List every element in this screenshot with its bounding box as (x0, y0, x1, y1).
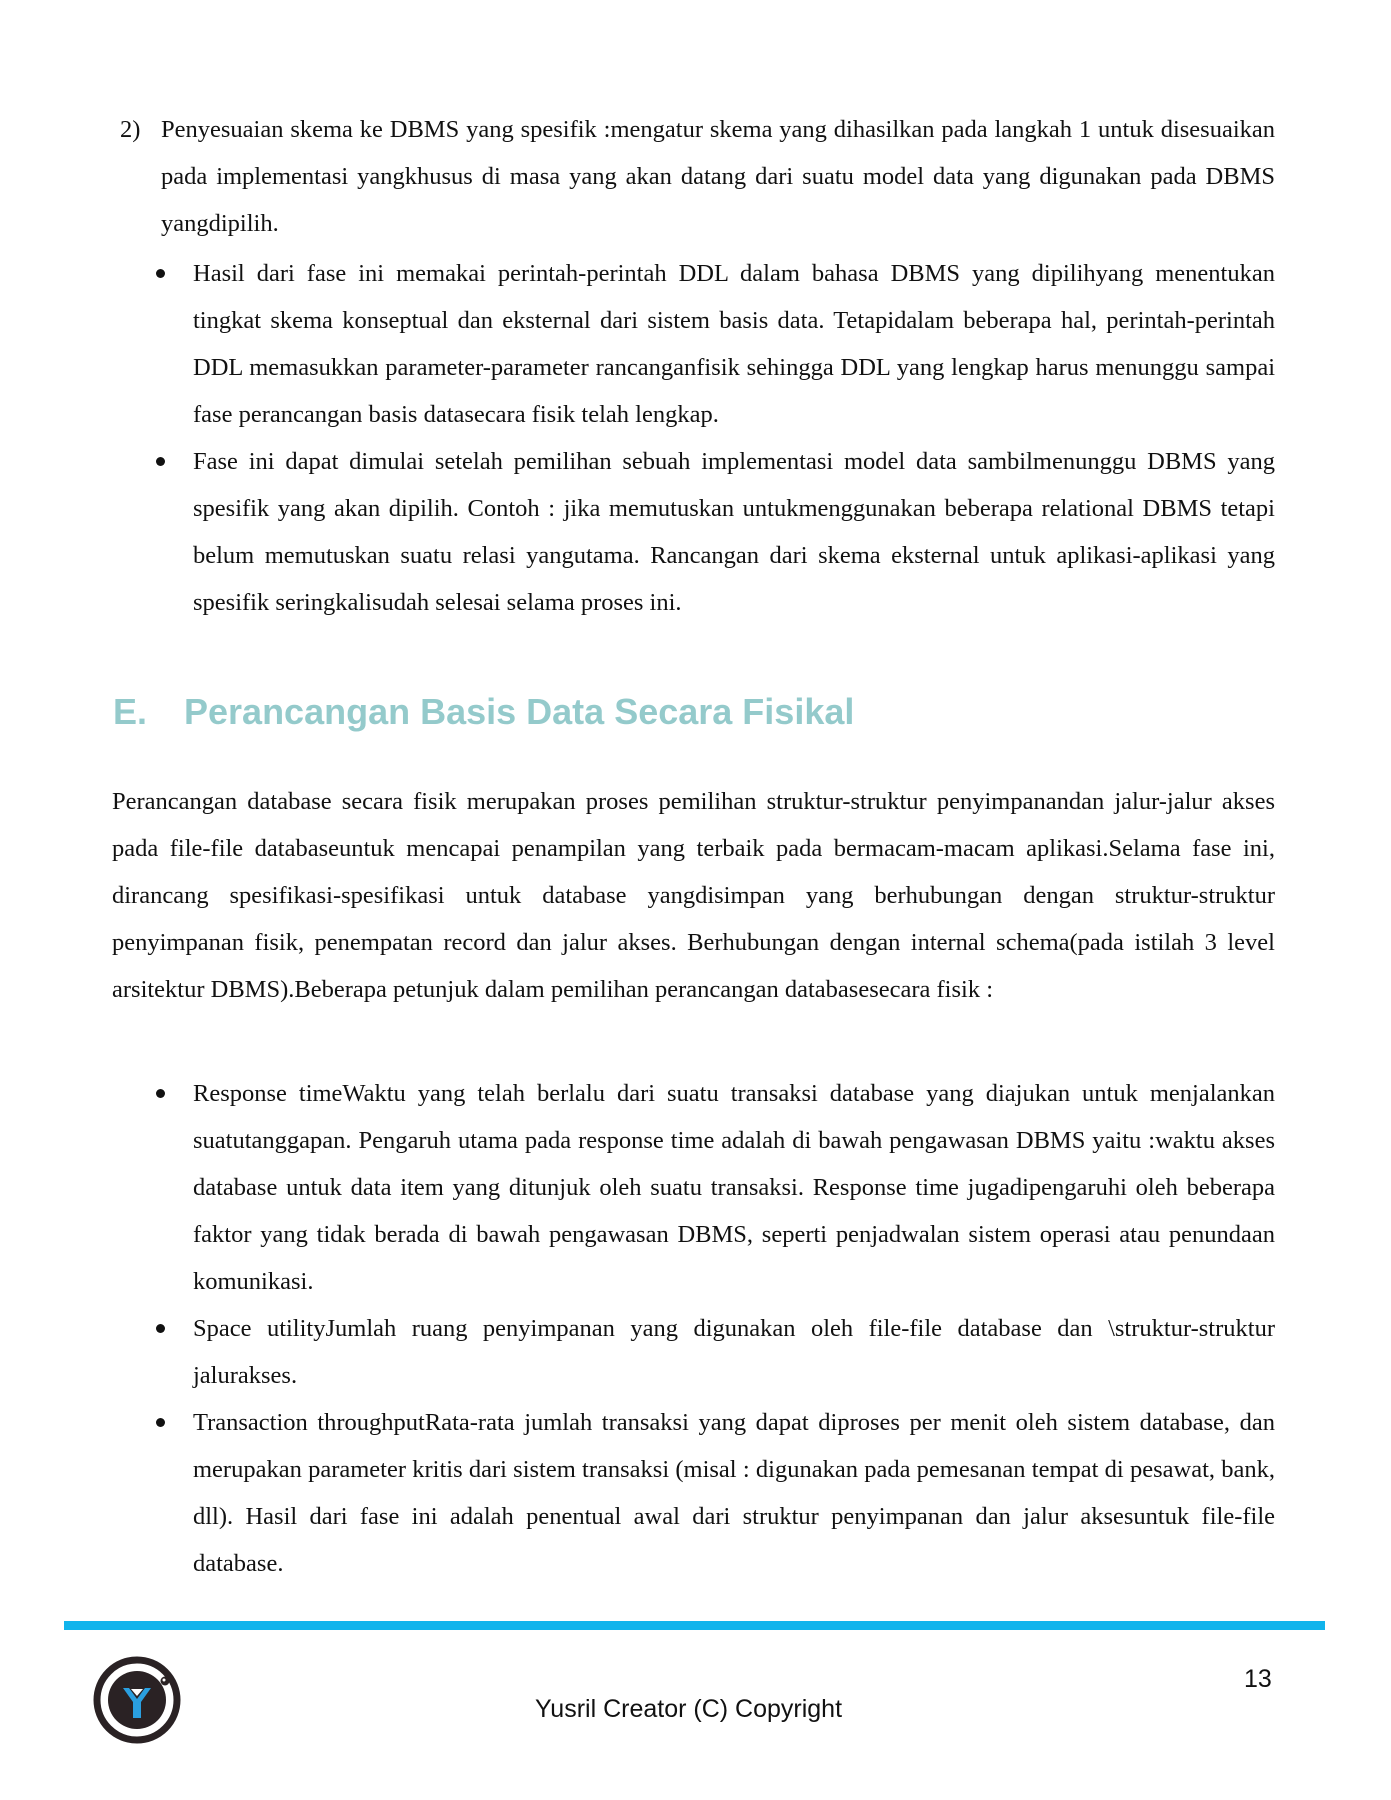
copyright-text: Yusril Creator (C) Copyright (535, 1695, 843, 1723)
bullet-text: Fase ini dapat dimulai setelah pemilihan sebuah implementasi model data sambilmenunggu DBMS yang spesifik yang akan dipilih. Contoh : jika memutuskan untukmenggunakan beberapa relational DBMS tetapi belum memutuskan suatu relasi yangutama. Rancangan dari skema eksternal untuk aplikasi-aplikasi yang spesifik seringkalisudah selesai selama proses ini. (193, 448, 1275, 616)
list-item (150, 250, 1275, 438)
item-text: Penyesuaian skema ke DBMS yang spesifik :mengatur skema yang dihasilkan pada langkah 1 untuk disesuaikan pada implementasi yangkhusus di masa yang akan datang dari suatu model data yang digunakan pada DBMS yangdipilih. (161, 116, 1275, 237)
bullet-icon (156, 269, 165, 278)
footer-divider (64, 1621, 1325, 1630)
section-heading (113, 690, 854, 734)
section-bullet-list (150, 1070, 1275, 1587)
bullet-text: Hasil dari fase ini memakai perintah-perintah DDL dalam bahasa DBMS yang dipilihyang menentukan tingkat skema konseptual dan eksternal dari sistem basis data. Tetapidalam beberapa hal, perintah-perintah DDL memasukkan parameter-parameter rancanganfisik sehingga DDL yang lengkap harus menunggu sampai fase perancangan basis datasecara fisik telah lengkap. (193, 260, 1275, 428)
bullet-icon (156, 1089, 165, 1098)
list-item (150, 1070, 1275, 1305)
yusril-creator-logo-icon (93, 1656, 181, 1744)
bullet-icon (156, 1418, 165, 1427)
bullet-icon (156, 457, 165, 466)
bullet-icon (156, 1324, 165, 1333)
section-paragraph: Perancangan database secara fisik merupakan proses pemilihan struktur-struktur penyimpanandan jalur-jalur akses pada file-file databaseuntuk mencapai penampilan yang terbaik pada bermacam-macam aplikasi.Selama fase ini, dirancang spesifikasi-spesifikasi untuk database yangdisimpan yang berhubungan dengan struktur-struktur penyimpanan fisik, penempatan record dan jalur akses. Berhubungan dengan internal schema(pada istilah 3 level arsitektur DBMS).Beberapa petunjuk dalam pemilihan perancangan databasesecara fisik : (112, 788, 1275, 1003)
section-letter: E. (113, 691, 148, 732)
list-item (150, 1399, 1275, 1587)
item-number: 2) (120, 116, 141, 143)
bullet-text: Transaction throughputRata-rata jumlah transaksi yang dapat diproses per menit oleh sistem database, dan merupakan parameter kritis dari sistem transaksi (misal : digunakan pada pemesanan tempat di pesawat, bank, dll). Hasil dari fase ini adalah penentual awal dari struktur penyimpanan dan jalur aksesuntuk file-file database. (193, 1409, 1275, 1577)
list-item (150, 438, 1275, 626)
bullet-text: Response timeWaktu yang telah berlalu dari suatu transaksi database yang diajukan untuk menjalankan suatutanggapan. Pengaruh utama pada response time adalah di bawah pengawasan DBMS yaitu :waktu akses database untuk data item yang ditunjuk oleh suatu transaksi. Response time jugadipengaruhi oleh beberapa faktor yang tidak berada di bawah pengawasan DBMS, seperti penjadwalan sistem operasi atau penundaan komunikasi. (193, 1080, 1275, 1295)
list-item (150, 1305, 1275, 1399)
bullet-text: Space utilityJumlah ruang penyimpanan yang digunakan oleh file-file database dan \struktur-struktur jalurakses. (193, 1315, 1275, 1389)
section-title: Perancangan Basis Data Secara Fisikal (184, 691, 855, 732)
item-bullet-list (150, 250, 1275, 626)
numbered-item (120, 106, 1275, 247)
page-number: 13 (1244, 1665, 1272, 1693)
